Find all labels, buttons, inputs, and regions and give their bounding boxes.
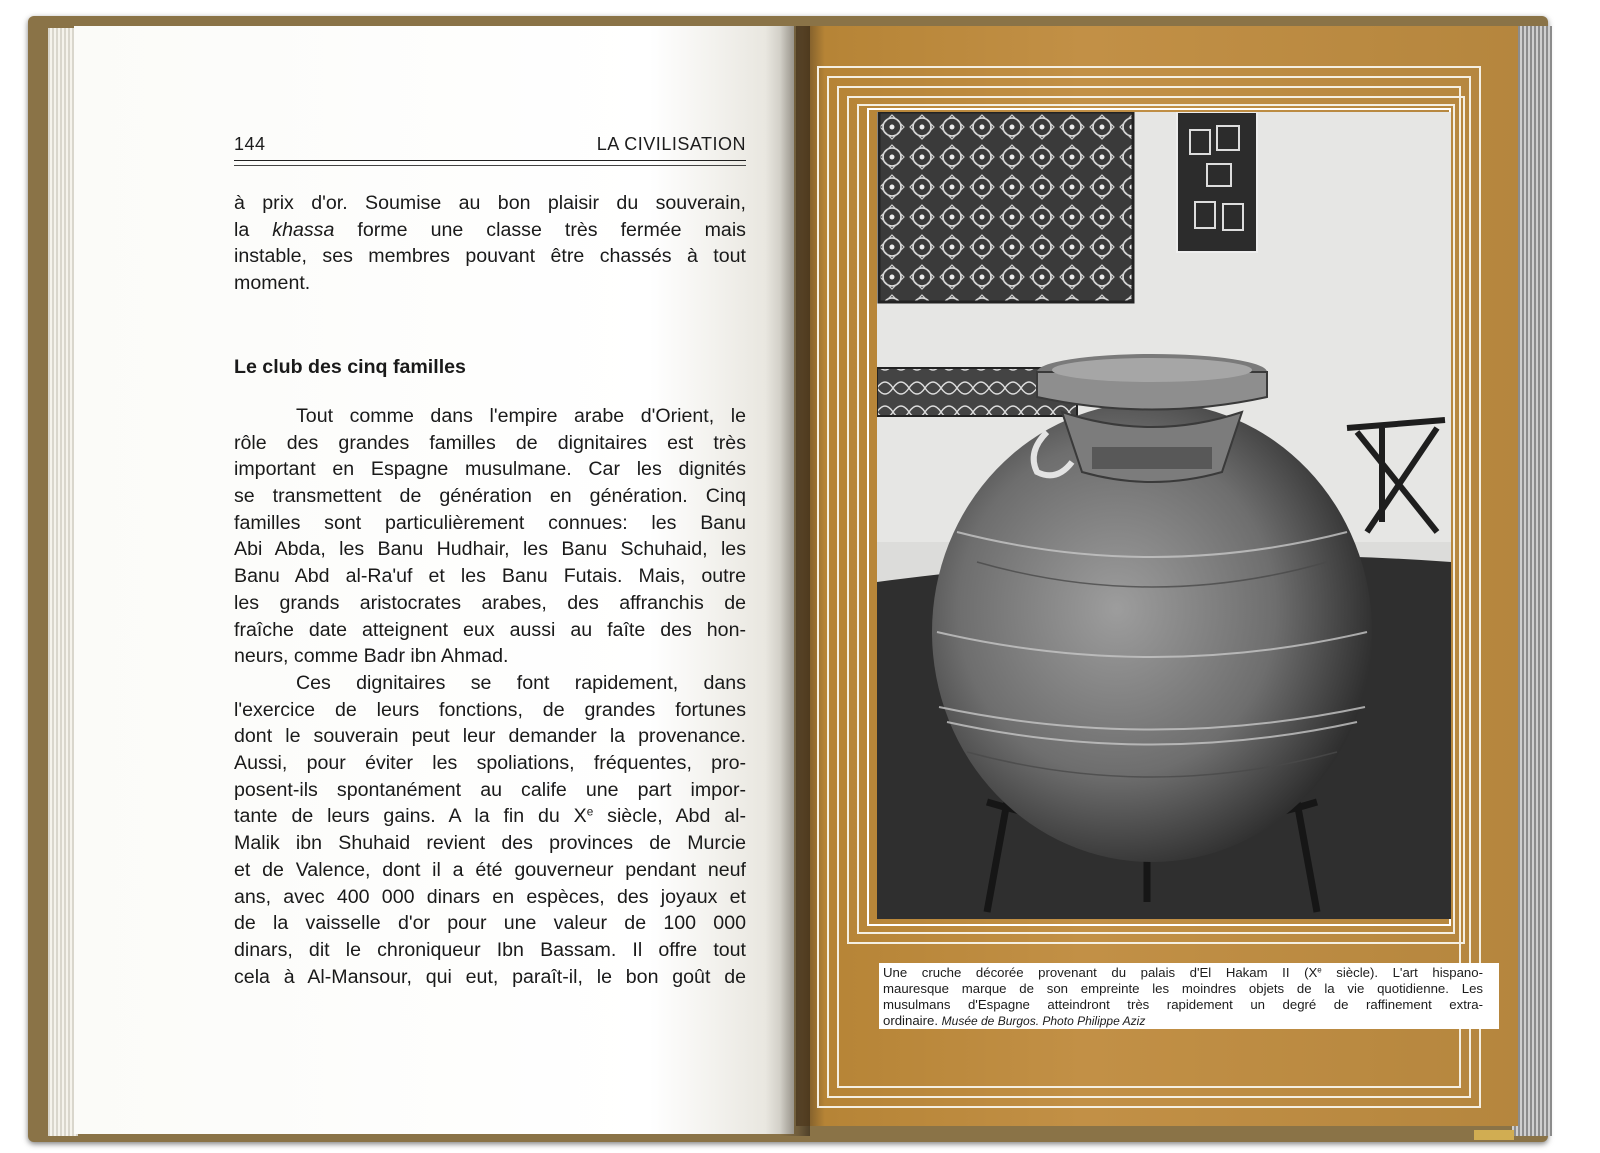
text-line: Abi Abda, les Banu Hudhair, les Banu Schuhaid, les (234, 538, 746, 561)
photo-caption (879, 963, 1499, 1029)
book-gutter (780, 26, 810, 1136)
text-line: Ces dignitaires se font rapidement, dans (296, 672, 746, 694)
superscript: e (586, 805, 594, 819)
text-line: fraîche date atteignent eux aussi au faîte des hon- (234, 618, 746, 641)
text-line: la khassa forme une classe très fermée mais (234, 218, 746, 241)
text-line: se transmettent de génération en génération. Cinq (234, 485, 746, 508)
text-line: l'exercice de leurs fonctions, de grandes fortunes (234, 698, 746, 721)
text-line: rôle des grandes familles de dignitaires est très (234, 431, 746, 454)
text-line: Banu Abd al-Ra'uf et les Banu Futais. Mais, outre (234, 565, 746, 588)
binding-gold-edge (1474, 1130, 1514, 1140)
header-rule-thin (234, 165, 746, 166)
caption-line: mauresque marque de son empreinte les moindres objets de la vie quotidienne. Les (883, 981, 1483, 996)
text-line: Malik ibn Shuhaid revient des provinces de Murcie (234, 832, 746, 855)
text-line: et de Valence, dont il a été gouverneur pendant neuf (234, 858, 746, 881)
text-line: Tout comme dans l'empire arabe d'Orient, le (296, 405, 746, 427)
caption-line: Une cruche décorée provenant du palais d'El Hakam II (Xe siècle). L'art hispano- (883, 965, 1483, 980)
caption-line: ordinaire. Musée de Burgos. Photo Philippe Aziz (883, 1013, 1146, 1028)
text-line: à prix d'or. Soumise au bon plaisir du souverain, (234, 192, 746, 214)
superscript: e (1317, 965, 1322, 975)
section-heading: Le club des cinq familles (234, 356, 466, 378)
text-line: cela à Al-Mansour, qui eut, paraît-il, le bon goût de (234, 965, 746, 988)
text-line: ans, avec 400 000 dinars en espèces, des joyaux et (234, 885, 746, 908)
paragraph-3 (234, 670, 746, 990)
italic-term: khassa (272, 218, 335, 241)
page-number: 144 (234, 134, 266, 154)
text-line: moment. (234, 272, 311, 295)
text-line: les grands aristocrates arabes, des affranchis de (234, 591, 746, 614)
caption-line: musulmans d'Espagne atteindront très rapidement un degré de raffinement extra- (883, 997, 1483, 1012)
text-line: de la vaisselle d'or pour une valeur de 100 000 (234, 912, 746, 935)
paragraph-2 (234, 403, 746, 670)
running-title: LA CIVILISATION (596, 134, 746, 154)
page-edges-right (1512, 26, 1552, 1136)
paragraph-1 (234, 190, 746, 297)
text-line: dont le souverain peut leur demander la provenance. (234, 725, 746, 748)
jar-photograph (877, 112, 1451, 919)
text-line: instable, ses membres pouvant être chassés à tout (234, 245, 746, 268)
text-line: dinars, dit le chroniqueur Ibn Bassam. Il offre tout (234, 938, 746, 961)
photo-credit: Musée de Burgos. Photo Philippe Aziz (941, 1014, 1146, 1028)
text-line: familles sont particulièrement connues: les Banu (234, 511, 746, 534)
header-rule (234, 160, 746, 161)
text-line: posent-ils spontanément au calife une part impor- (234, 778, 746, 801)
text-line: important en Espagne musulmane. Car les dignités (234, 458, 746, 481)
text-line: Aussi, pour éviter les spoliations, fréquentes, pro- (234, 752, 746, 775)
text-line: tante de leurs gains. A la fin du Xe siècle, Abd al- (234, 805, 746, 828)
text-line: neurs, comme Badr ibn Ahmad. (234, 645, 509, 668)
